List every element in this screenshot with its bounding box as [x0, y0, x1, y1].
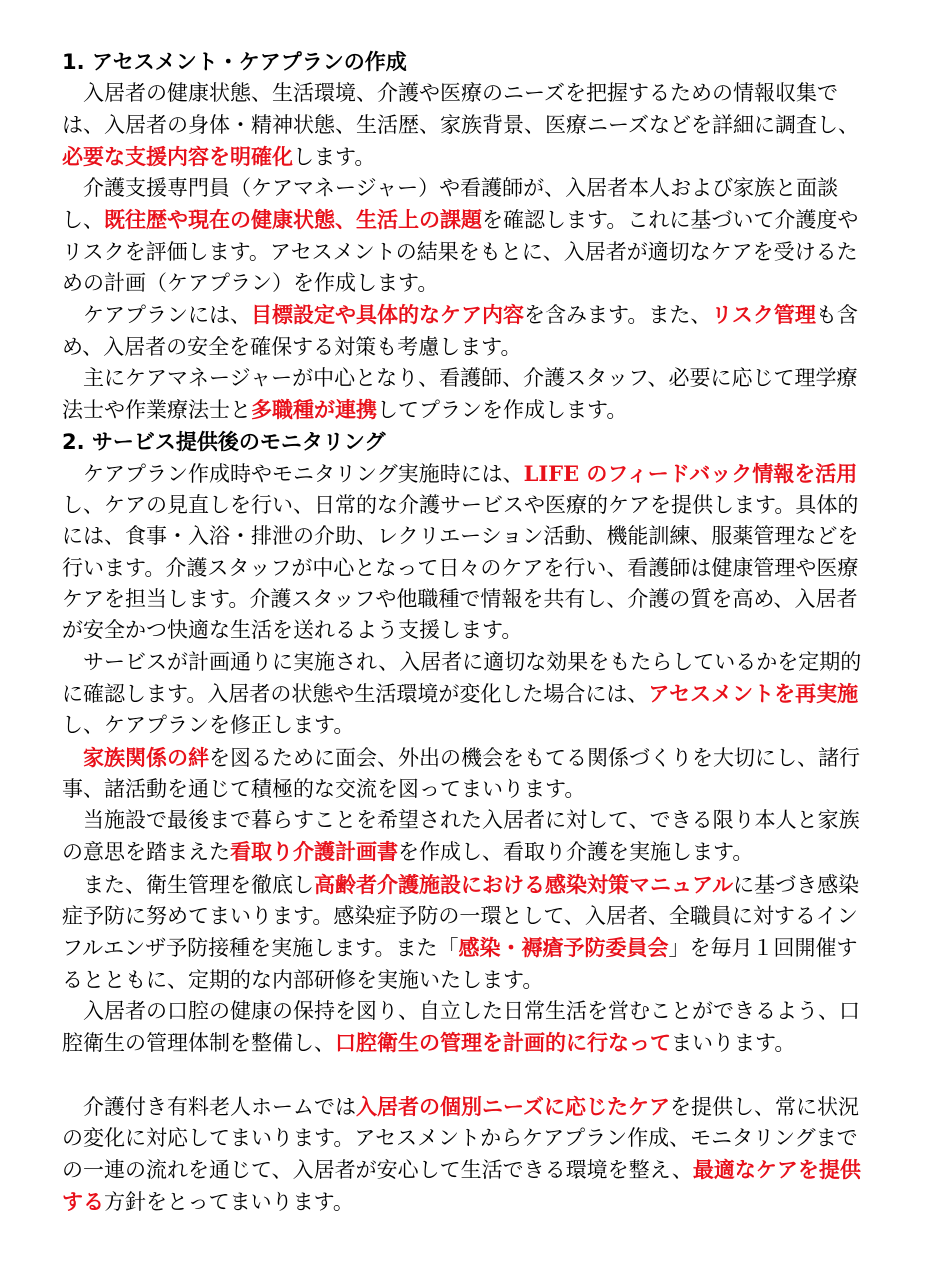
s2-paragraph-1	[62, 458, 874, 647]
text: 介護付き有料老人ホームでは	[83, 1094, 356, 1119]
s1-paragraph-1	[62, 78, 874, 173]
text: 入居者の健康状態、生活環境、介護や医療のニーズを把握するための情報収集では、入居者の身体・精神状態、生活歴、家族背景、医療ニーズなどを詳細に調査し、	[62, 81, 859, 137]
text: も含め、入居者の安全を確保する対策も考慮します。	[62, 303, 858, 359]
highlight: LIFE のフィードバック情報を活用	[523, 460, 858, 486]
highlight: 感染・褥瘡予防委員会	[458, 935, 669, 961]
s1-paragraph-2	[62, 173, 874, 299]
text: 介護支援専門員（ケアマネージャー）や看護師が、入居者本人および家族と面談し、	[62, 176, 839, 233]
highlight: 高齢者介護施設における感染対策マニュアル	[314, 871, 734, 897]
text: ケアプラン作成時やモニタリング実施時には、	[83, 461, 524, 486]
section-1-heading: 1. アセスメント・ケアプランの作成	[62, 50, 407, 74]
text: し、ケアプランを修正します。	[62, 713, 355, 738]
text: また、衛生管理を徹底し	[83, 872, 314, 897]
text: 」を毎月１回開催するとともに、定期的な内部研修を実施いたします。	[62, 936, 858, 992]
s1-paragraph-4	[62, 363, 874, 427]
text: を作成し、看取り介護を実施します。	[398, 840, 754, 865]
text: まいります。	[671, 1031, 796, 1056]
text: 主にケアマネージャーが中心となり、看護師、介護スタッフ、必要に応じて理学療法士や作業療法士と	[62, 365, 858, 423]
section-2-heading: 2. サービス提供後のモニタリング	[62, 429, 386, 454]
highlight: 目標設定や具体的なケア内容	[251, 302, 524, 328]
highlight: 入居者の個別ニーズに応じたケア	[356, 1093, 670, 1119]
text: サービスが計画通りに実施され、入居者に適切な効果をもたらしているかを定期的に確認します。入居者の状態や生活環境が変化した場合には、	[62, 649, 862, 706]
s2-paragraph-2	[62, 647, 874, 742]
text: 方針をとってまいります。	[104, 1190, 354, 1215]
highlight: 必要な支援内容を明確化	[62, 143, 293, 169]
s1-paragraph-3	[62, 299, 874, 363]
s2-paragraph-3	[62, 742, 874, 806]
text: ケアプランには、	[83, 303, 251, 328]
highlight: アセスメントを再実施	[648, 680, 859, 706]
highlight: 家族関係の絆	[83, 744, 209, 770]
text: を含みます。また、	[524, 303, 712, 328]
s2-paragraph-4	[62, 805, 874, 869]
text: し、ケアの見直しを行い、日常的な介護サービスや医療的ケアを提供します。具体的には、食事・入浴・排泄の介助、レクリエーション活動、機能訓練、服薬管理などを行います。介護スタッフが中心となって日々のケアを行い、看護師は健康管理や医療ケアを担当します。介護スタッフや他職種で情報を共有し、介護の質を高め、入居者が安全かつ快適な生活を送れるよう支援します。	[62, 493, 859, 643]
closing-paragraph	[62, 1091, 874, 1219]
highlight: 既往歴や現在の健康状態、生活上の課題	[104, 207, 482, 233]
text: します。	[293, 144, 376, 169]
text: を提供し、常に状況の変化に対応してまいります。アセスメントからケアプラン作成、モニタリングまでの一連の流れを通じて、入居者が安心して生活できる環境を整え、	[62, 1094, 859, 1183]
text: を図るために面会、外出の機会をもてる関係づくりを大切にし、諸行事、諸活動を通じて積極的な交流を図ってまいります。	[62, 745, 860, 801]
highlight: 多職種が連携	[251, 397, 377, 423]
highlight: 口腔衛生の管理を計画的に行なって	[335, 1030, 671, 1056]
document-body	[62, 47, 874, 1219]
highlight: リスク管理	[711, 302, 816, 328]
paragraph-gap	[62, 1060, 874, 1091]
text: 当施設で最後まで暮らすことを希望された入居者に対して、できる限り本人と家族の意思を踏まえた	[62, 808, 860, 865]
text: を確認します。これに基づいて介護度やリスクを評価します。アセスメントの結果をもとに、入居者が適切なケアを受けるための計画（ケアプラン）を作成します。	[62, 208, 859, 296]
text: してプランを作成します。	[377, 398, 628, 423]
highlight: 看取り介護計画書	[230, 839, 398, 865]
text: 入居者の口腔の健康の保持を図り、自立した日常生活を営むことができるよう、口腔衛生の管理体制を整備し、	[62, 998, 860, 1056]
highlight: 最適なケアを提供する	[62, 1157, 861, 1215]
text: に基づき感染症予防に努めてまいります。感染症予防の一環として、入居者、全職員に対するインフルエンザ予防接種を実施します。また「	[62, 872, 860, 961]
s2-paragraph-5	[62, 869, 874, 996]
s2-paragraph-6	[62, 996, 874, 1060]
